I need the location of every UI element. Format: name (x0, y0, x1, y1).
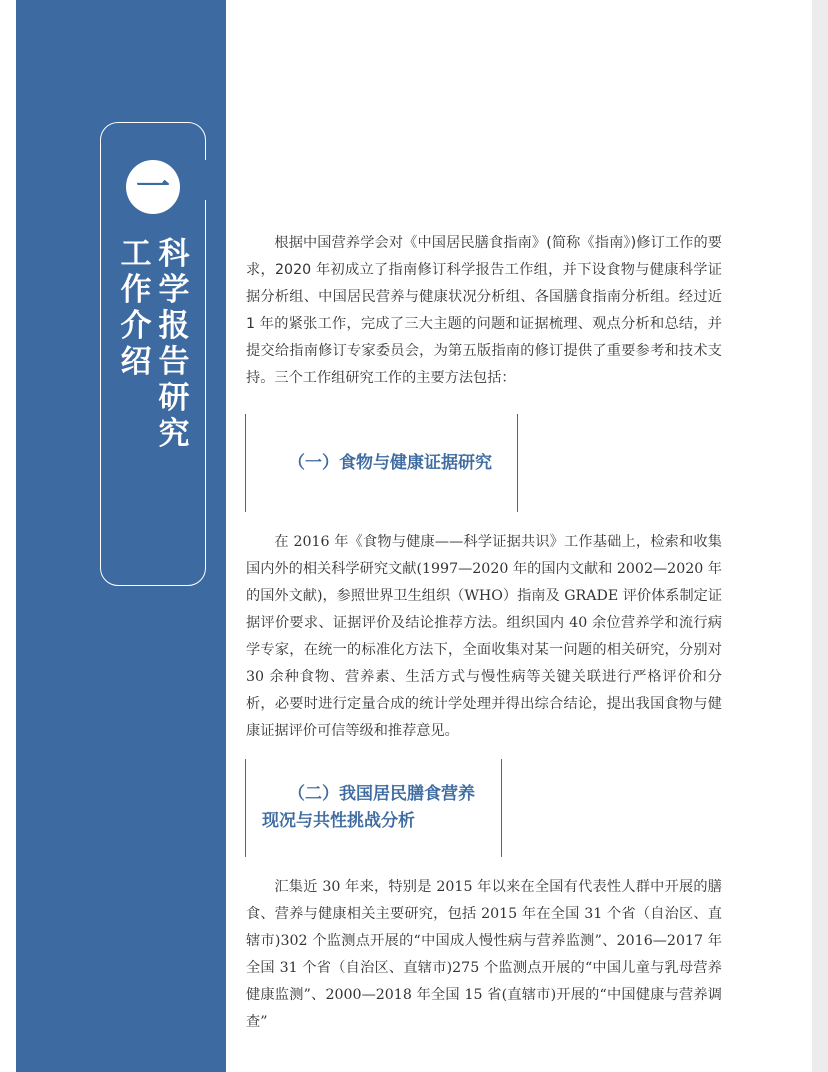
section-heading-1: （一）食物与健康证据研究 (288, 453, 492, 473)
intro-paragraph: 根据中国营养学会对《中国居民膳食指南》(简称《指南》)修订工作的要求，2020 年初成立了指南修订科学报告工作组，并下设食物与健康科学证据分析组、中国居民营养与健康状况分析组、各国膳食指南分析组。经过近 1 年的紧张工作，完成了三大主题的问题和证据梳理、观点分析和总结，并提交给指南修订专家委员会，为第五版指南的修订提供了重要参考和技术支持。三个工作组研究工作的主要方法包括： (246, 235, 722, 386)
section-heading-2 (262, 781, 498, 835)
page-edge (812, 0, 828, 1072)
chapter-number-badge (126, 160, 180, 214)
section-2-paragraph: 汇集近 30 年来，特别是 2015 年以来在全国有代表性人群中开展的膳食、营养与健康相关主要研究，包括 2015 年在全国 31 个省（自治区、直辖市)302 个监测点开展的“中国成人慢性病与营养监测”、2016—2017 年全国 31 个省（自治区、直辖市)275 个监测点开展的“中国儿童与乳母营养健康监测”、2000—2018 年全国 15 省(直辖市)开展的“中国健康与营养调查” (246, 879, 722, 1030)
chapter-subtitle: 工作介绍 (120, 236, 152, 380)
section-heading-2-line-2: 现况与共性挑战分析 (262, 811, 415, 831)
chapter-title: 科学报告研究 (158, 236, 190, 452)
section-heading-box-1 (245, 414, 518, 512)
frame-gap (196, 160, 210, 200)
chapter-number: 一 (136, 167, 170, 207)
section-heading-2-line-1: （二）我国居民膳食营养 (288, 784, 475, 804)
section-1-paragraph: 在 2016 年《食物与健康——科学证据共识》工作基础上，检索和收集国内外的相关科学研究文献(1997—2020 年的国内文献和 2002—2020 年的国外文献)，参照世界卫生组织（WHO）指南及 GRADE 评价体系制定证据评价要求、证据评价及结论推荐方法。组织国内 40 余位营养学和流行病学专家，在统一的标准化方法下，全面收集对某一问题的相关研究，分别对 30 余种食物、营养素、生活方式与慢性病等关键关联进行严格评价和分析，必要时进行定量合成的统计学处理并得出综合结论，提出我国食物与健康证据评价可信等级和推荐意见。 (246, 534, 723, 739)
section-heading-box-2 (245, 759, 502, 857)
